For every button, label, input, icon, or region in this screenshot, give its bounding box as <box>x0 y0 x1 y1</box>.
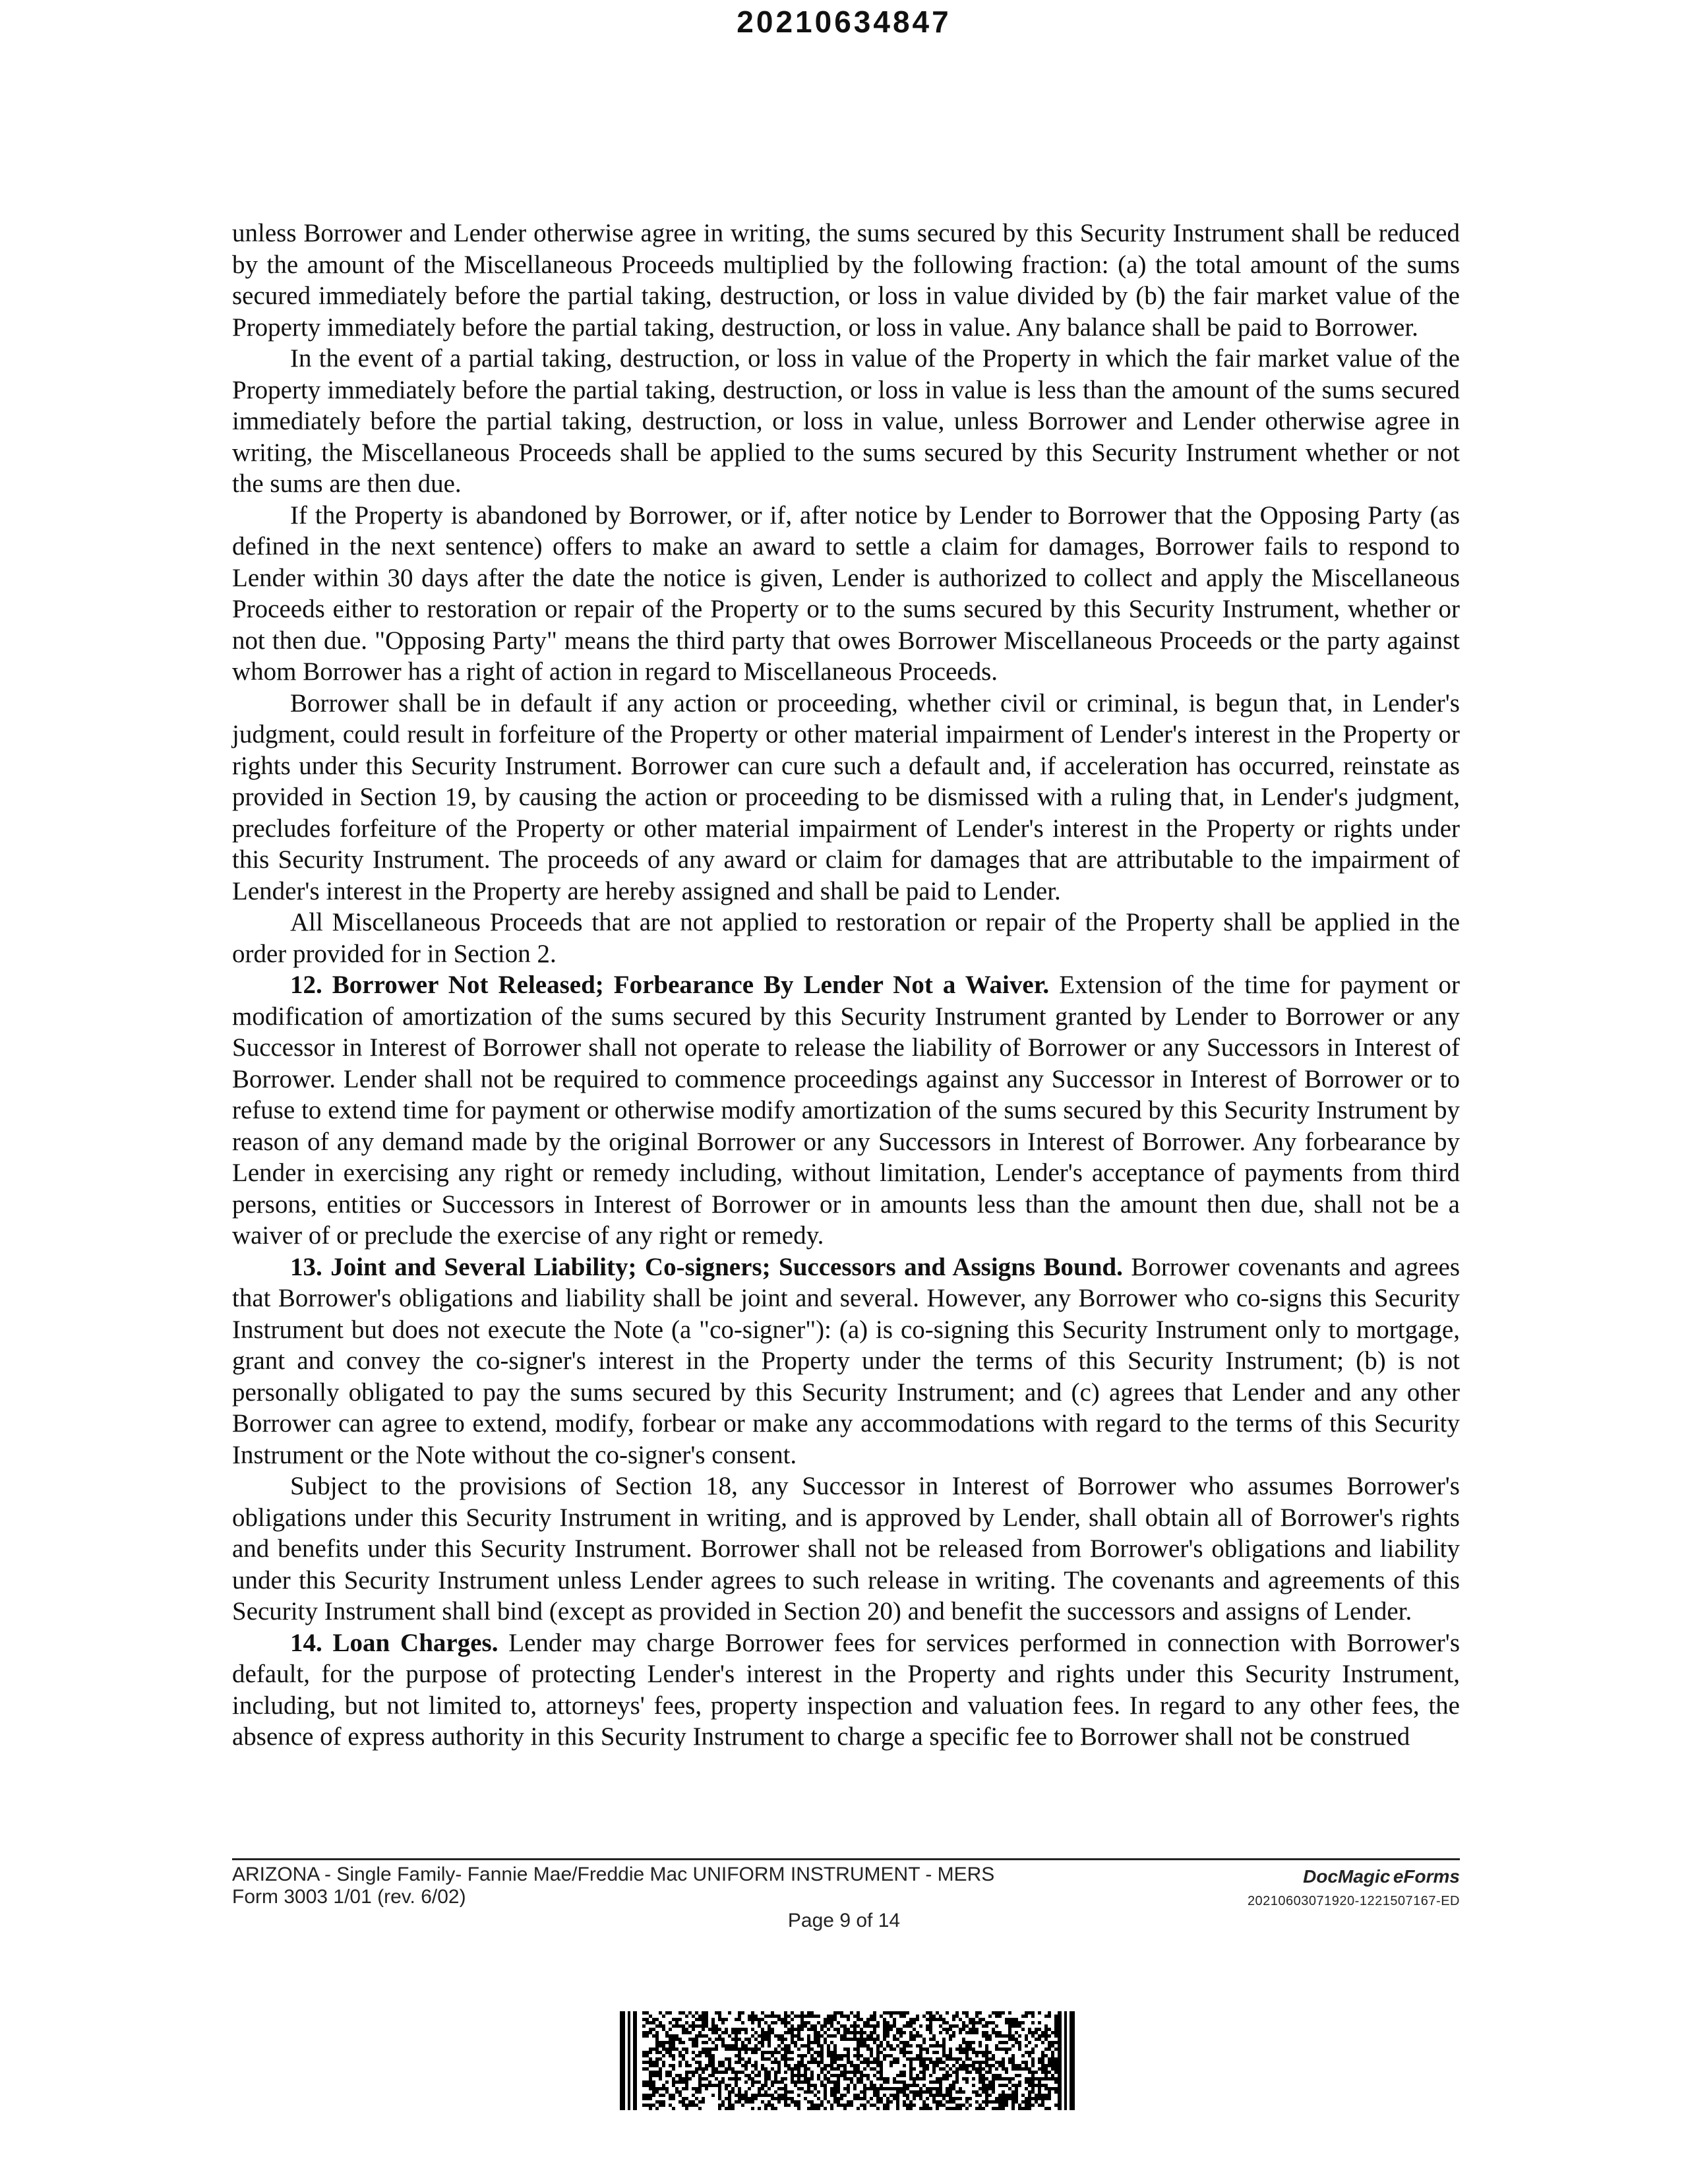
paragraph-text: Lender may charge Borrower fees for services performed in connection with Borrower's default, for the purpose of protecting Lender's interest in the Property and rights under this Security Instrument, including, but not limited to, attorneys' fees, property inspection and valuation fees. In regard to any other fees, the absence of express authority in this Security Instrument to charge a specific fee to Borrower shall not be construed <box>232 1628 1460 1751</box>
form-title: ARIZONA - Single Family- Fannie Mae/Freddie Mac UNIFORM INSTRUMENT - MERS <box>232 1864 995 1885</box>
section-heading: 14. Loan Charges. <box>290 1628 498 1657</box>
document-id: 20210603071920-1221507167-ED <box>1247 1894 1460 1908</box>
paragraph <box>232 688 1460 907</box>
footer-divider <box>232 1858 1460 1860</box>
recording-number: 20210634847 <box>737 5 951 39</box>
paragraph <box>232 343 1460 500</box>
paragraph <box>232 907 1460 969</box>
paragraph-text: Subject to the provisions of Section 18, any Successor in Interest of Borrower who assumes Borrower's obligations under this Security Instrument in writing, and is approved by Lender, shall obtain all of Borrower's rights and benefits under this Security Instrument. Borrower shall not be released from Borrower's obligations and liability under this Security Instrument unless Lender agrees to such release in writing. The covenants and agreements of this Security Instrument shall bind (except as provided in Section 20) and benefit the successors and assigns of Lender. <box>232 1472 1460 1625</box>
paragraph-text: If the Property is abandoned by Borrower, or if, after notice by Lender to Borrower that the Opposing Party (as defined in the next sentence) offers to make an award to settle a claim for damages, Borrower fails to respond to Lender within 30 days after the date the notice is given, Lender is authorized to collect and apply the Miscellaneous Proceeds either to restoration or repair of the Property or to the sums secured by this Security Instrument, whether or not then due. "Opposing Party" means the third party that owes Borrower Miscellaneous Proceeds or the party against whom Borrower has a right of action in regard to Miscellaneous Proceeds. <box>232 501 1460 686</box>
docmagic-brand <box>1248 1866 1460 1909</box>
page-number: Page 9 of 14 <box>787 1910 901 1931</box>
paragraph-text: Borrower shall be in default if any action or proceeding, whether civil or criminal, is begun that, in Lender's judgment, could result in forfeiture of the Property or other material impairment of Lender's interest in the Property or rights under this Security Instrument. Borrower can cure such a default and, if acceleration has occurred, reinstate as provided in Section 19, by causing the action or proceeding to be dismissed with a ruling that, in Lender's judgment, precludes forfeiture of the Property or other material impairment of Lender's interest in the Property or rights under this Security Instrument. The proceeds of any award or claim for damages that are attributable to the impairment of Lender's interest in the Property are hereby assigned and shall be paid to Lender. <box>232 688 1460 905</box>
paragraph-text: Extension of the time for payment or modification of amortization of the sums secured by this Security Instrument granted by Lender to Borrower or any Successor in Interest of Borrower shall not operate to release the liability of Borrower or any Successors in Interest of Borrower. Lender shall not be required to commence proceedings against any Successor in Interest of Borrower or to refuse to extend time for payment or otherwise modify amortization of the sums secured by this Security Instrument by reason of any demand made by the original Borrower or any Successors in Interest of Borrower. Any forbearance by Lender in exercising any right or remedy including, without limitation, Lender's acceptance of payments from third persons, entities or Successors in Interest of Borrower or in amounts less than the amount then due, shall not be a waiver of or preclude the exercise of any right or remedy. <box>232 971 1461 1250</box>
paragraph-text: All Miscellaneous Proceeds that are not applied to restoration or repair of the Property shall be applied in the order provided for in Section 2. <box>232 908 1460 968</box>
brand-suffix: eForms <box>1393 1866 1460 1887</box>
form-identification <box>232 1864 1155 1908</box>
paragraph <box>232 1627 1460 1753</box>
section-heading: 13. Joint and Several Liability; Co-signers; Successors and Assigns Bound. <box>290 1252 1123 1281</box>
barcode-image <box>620 2011 1075 2110</box>
paragraph-text: Borrower covenants and agrees that Borrower's obligations and liability shall be joint and several. However, any Borrower who co-signs this Security Instrument but does not execute the Note (a "co-signer"): (a) is co-signing this Security Instrument only to mortgage, grant and convey the co-signer's interest in the Property under the terms of this Security Instrument; (b) is not personally obligated to pay the sums secured by this Security Instrument; and (c) agrees that Lender and any other Borrower can agree to extend, modify, forbear or make any accommodations with regard to the terms of this Security Instrument or the Note without the co-signer's consent. <box>232 1252 1461 1469</box>
paragraph <box>232 969 1460 1252</box>
paragraph <box>232 218 1460 343</box>
paragraph <box>232 1471 1460 1627</box>
document-body <box>232 218 1460 1753</box>
paragraph-text: unless Borrower and Lender otherwise agree in writing, the sums secured by this Security Instrument shall be reduced by the amount of the Miscellaneous Proceeds multiplied by the following fraction: (a) the total amount of the sums secured immediately before the partial taking, destruction, or loss in value divided by (b) the fair market value of the Property immediately before the partial taking, destruction, or loss in value. Any balance shall be paid to Borrower. <box>232 219 1460 342</box>
paragraph <box>232 500 1460 688</box>
brand-name: DocMagic <box>1303 1866 1391 1887</box>
paragraph <box>232 1252 1460 1471</box>
paragraph-text: In the event of a partial taking, destruction, or loss in value of the Property in which the fair market value of the Property immediately before the partial taking, destruction, or loss in value is less than the amount of the sums secured immediately before the partial taking, destruction, or loss in value, unless Borrower and Lender otherwise agree in writing, the Miscellaneous Proceeds shall be applied to the sums secured by this Security Instrument whether or not the sums are then due. <box>232 344 1460 498</box>
form-number: Form 3003 1/01 (rev. 6/02) <box>232 1886 466 1908</box>
section-heading: 12. Borrower Not Released; Forbearance By Lender Not a Waiver. <box>290 971 1050 999</box>
